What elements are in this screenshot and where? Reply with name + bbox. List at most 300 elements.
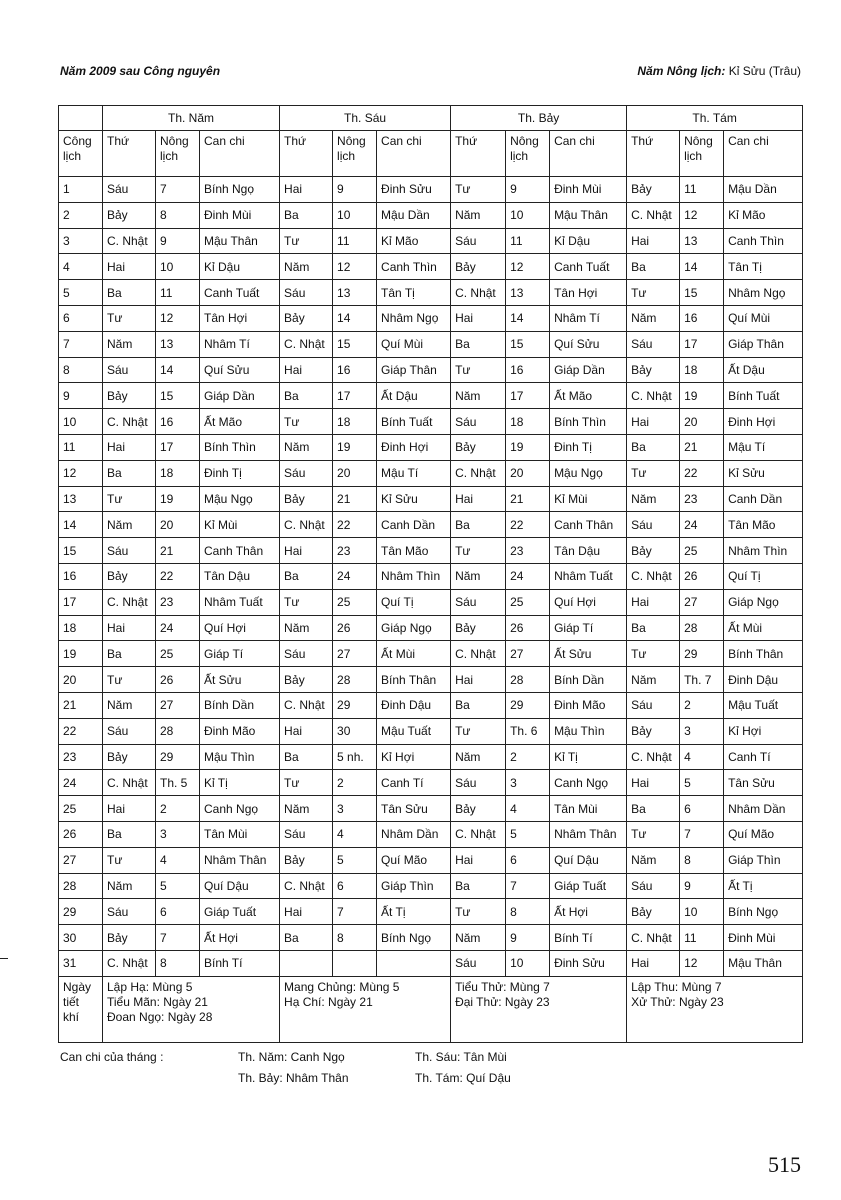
canchi-cell: Giáp Thân [724,331,803,357]
weekday-cell: Tư [280,228,333,254]
lunar-cell: 20 [333,460,377,486]
canchi-cell: Giáp Dần [200,383,280,409]
weekday-cell: Sáu [280,641,333,667]
canchi-cell: Bính Thìn [200,434,280,460]
tietkhi-entry: Đại Thử: Ngày 23 [455,994,550,1009]
lunar-cell: 27 [156,692,200,718]
lunar-cell: 15 [680,280,724,306]
weekday-cell: Năm [103,512,156,538]
weekday-cell: Bảy [103,744,156,770]
weekday-cell: Tư [280,770,333,796]
canchi-cell: Kỉ Hợi [724,718,803,744]
weekday-cell: Năm [451,202,506,228]
canchi-cell: Canh Thân [550,512,627,538]
canchi-cell: Mậu Thân [550,202,627,228]
lunar-cell: 4 [156,847,200,873]
weekday-cell: Bảy [627,718,680,744]
canchi-cell: Giáp Thìn [377,873,451,899]
lunar-cell: 8 [156,202,200,228]
day-cell: 17 [59,589,103,615]
canchi-cell: Kỉ Mão [377,228,451,254]
canchi-cell: Giáp Tuất [550,873,627,899]
weekday-cell: Sáu [103,718,156,744]
canchi-cell: Canh Tuất [550,254,627,280]
day-cell: 11 [59,434,103,460]
weekday-cell: Sáu [451,950,506,976]
lunar-cell: 24 [680,512,724,538]
lunar-cell: 8 [506,899,550,925]
canchi-cell: Kỉ Sửu [724,460,803,486]
weekday-cell: Năm [103,692,156,718]
lunar-cell: 12 [506,254,550,280]
canchi-cell: Ất Mão [550,383,627,409]
lunar-cell: 4 [333,821,377,847]
table-row [59,847,803,873]
lunar-cell: 8 [680,847,724,873]
canchi-cell: Tân Hợi [550,280,627,306]
lunar-cell: 15 [333,331,377,357]
table-row [59,486,803,512]
header-right-label: Năm Nông lịch: [637,64,726,78]
lunar-cell: 20 [156,512,200,538]
canchi-cell: Canh Ngọ [200,796,280,822]
canchi-cell: Kỉ Mùi [550,486,627,512]
lunar-cell: 5 [506,821,550,847]
canchi-cell: Quí Mão [724,821,803,847]
day-cell: 18 [59,615,103,641]
canchi-cell: Nhâm Thân [550,821,627,847]
canchi-cell: Nhâm Dần [377,821,451,847]
weekday-cell: Sáu [280,821,333,847]
canchi-cell: Giáp Tuất [200,899,280,925]
canchi-cell: Nhâm Dần [724,796,803,822]
lunar-cell: Th. 7 [680,667,724,693]
tietkhi-entry: Lập Thu: Mùng 7 [631,979,722,994]
weekday-cell: Sáu [103,538,156,564]
calendar-table [58,105,803,1043]
canchi-cell: Tân Mão [377,538,451,564]
canchi-cell: Tân Mùi [200,821,280,847]
canchi-cell: Đinh Mão [200,718,280,744]
weekday-cell: Năm [451,383,506,409]
table-row [59,305,803,331]
lunar-cell: 7 [680,821,724,847]
table-row [59,821,803,847]
canchi-cell: Canh Thân [200,538,280,564]
canchi-cell: Canh Thìn [724,228,803,254]
weekday-cell: Năm [103,331,156,357]
canchi-cell: Giáp Thân [377,357,451,383]
lunar-cell: 5 [333,847,377,873]
lunar-cell: 27 [333,641,377,667]
canchi-cell: Tân Tị [724,254,803,280]
weekday-cell: Sáu [451,589,506,615]
tietkhi-entry: Hạ Chí: Ngày 21 [284,994,373,1009]
weekday-cell: Tư [627,280,680,306]
canchi-cell: Tân Mão [724,512,803,538]
lunar-cell: 27 [506,641,550,667]
day-cell: 2 [59,202,103,228]
weekday-cell: Tư [103,667,156,693]
day-cell: 4 [59,254,103,280]
col-cong-lich: Công lịch [59,131,103,177]
lunar-cell: 17 [156,434,200,460]
tietkhi-month-6 [280,976,451,1042]
weekday-cell: Năm [280,434,333,460]
weekday-cell: Sáu [451,228,506,254]
lunar-cell: 6 [156,899,200,925]
col-can-chi: Can chi [550,131,627,177]
lunar-cell: 18 [680,357,724,383]
lunar-cell: 22 [506,512,550,538]
table-row [59,434,803,460]
table-row [59,409,803,435]
table-row [59,667,803,693]
canchi-cell: Kỉ Hợi [377,744,451,770]
lunar-cell: 23 [680,486,724,512]
lunar-cell: 6 [333,873,377,899]
lunar-cell: 3 [333,796,377,822]
canchi-cell: Quí Mùi [724,305,803,331]
weekday-cell: Sáu [451,770,506,796]
lunar-cell: 24 [156,615,200,641]
col-nong-lich: Nông lịch [506,131,550,177]
weekday-cell: C. Nhật [280,873,333,899]
table-row [59,177,803,203]
canchi-cell: Nhâm Tuất [550,563,627,589]
table-row [59,383,803,409]
canchi-cell: Đinh Mùi [200,202,280,228]
weekday-cell: Ba [280,563,333,589]
weekday-cell: C. Nhật [627,202,680,228]
lunar-cell: 28 [156,718,200,744]
weekday-cell: C. Nhật [627,744,680,770]
canchi-cell: Bính Tuất [377,409,451,435]
weekday-cell: C. Nhật [627,925,680,951]
lunar-cell: 8 [156,950,200,976]
canchi-cell: Giáp Ngọ [724,589,803,615]
weekday-cell: Sáu [103,177,156,203]
tietkhi-entry: Tiểu Mãn: Ngày 21 [107,994,208,1009]
canchi-cell: Mậu Tuất [377,718,451,744]
canchi-cell: Đinh Hợi [724,409,803,435]
lunar-cell: 11 [333,228,377,254]
header-left: Năm 2009 sau Công nguyên [60,64,221,78]
canchi-cell: Ất Dậu [377,383,451,409]
canchi-cell: Ất Sửu [200,667,280,693]
canchi-cell: Quí Tị [377,589,451,615]
lunar-cell: 22 [333,512,377,538]
lunar-cell: 8 [333,925,377,951]
canchi-cell: Ất Dậu [724,357,803,383]
canchi-cell: Ất Mùi [377,641,451,667]
lunar-cell: 18 [156,460,200,486]
tietkhi-entry: Lập Hạ: Mùng 5 [107,979,193,994]
weekday-cell: Sáu [280,280,333,306]
lunar-cell: 3 [156,821,200,847]
weekday-cell: Năm [451,744,506,770]
lunar-cell: 14 [506,305,550,331]
lunar-cell: 13 [333,280,377,306]
lunar-cell: 21 [680,434,724,460]
weekday-cell: Hai [627,228,680,254]
calendar-body [59,177,803,977]
month-header: Th. Tám [627,106,803,131]
lunar-cell: 17 [333,383,377,409]
day-cell: 21 [59,692,103,718]
canchi-cell: Tân Sửu [724,770,803,796]
canchi-cell: Mậu Tuất [724,692,803,718]
weekday-cell: Hai [451,667,506,693]
canchi-cell: Đinh Tị [200,460,280,486]
weekday-cell: Tư [280,409,333,435]
lunar-cell: 12 [680,202,724,228]
canchi-cell: Đinh Mão [550,692,627,718]
weekday-cell: Bảy [280,305,333,331]
weekday-cell: Năm [627,486,680,512]
lunar-cell: 13 [680,228,724,254]
weekday-cell: Bảy [103,383,156,409]
col-nong-lich: Nông lịch [156,131,200,177]
lunar-cell: 21 [333,486,377,512]
canchi-cell: Đinh Sửu [377,177,451,203]
weekday-cell: Hai [627,589,680,615]
weekday-cell: C. Nhật [451,821,506,847]
canchi-month-6: Th. Sáu: Tân Mùi [415,1050,507,1064]
canchi-cell: Nhâm Tí [200,331,280,357]
canchi-cell: Đinh Mùi [550,177,627,203]
col-can-chi: Can chi [200,131,280,177]
canchi-cell: Canh Tuất [200,280,280,306]
table-row [59,538,803,564]
lunar-cell: 25 [680,538,724,564]
weekday-cell: Hai [451,847,506,873]
weekday-cell: Sáu [627,512,680,538]
canchi-cell: Mậu Thân [724,950,803,976]
canchi-cell: Nhâm Ngọ [377,305,451,331]
lunar-cell: 10 [506,950,550,976]
day-cell: 19 [59,641,103,667]
canchi-cell: Nhâm Thìn [724,538,803,564]
weekday-cell: Ba [627,796,680,822]
weekday-cell: Bảy [280,486,333,512]
lunar-cell: 14 [156,357,200,383]
weekday-cell [280,950,333,976]
canchi-cell: Đinh Sửu [550,950,627,976]
day-cell: 30 [59,925,103,951]
weekday-cell: Bảy [280,667,333,693]
weekday-cell: C. Nhật [103,770,156,796]
tietkhi-entry: Mang Chủng: Mùng 5 [284,979,400,994]
canchi-cell: Tân Sửu [377,796,451,822]
table-row [59,718,803,744]
lunar-cell: 12 [156,305,200,331]
canchi-cell: Quí Hợi [550,589,627,615]
table-row [59,744,803,770]
corner-cell [59,106,103,131]
canchi-cell: Kỉ Mão [724,202,803,228]
canchi-cell: Kỉ Sửu [377,486,451,512]
lunar-cell: 12 [333,254,377,280]
day-cell: 8 [59,357,103,383]
canchi-cell: Nhâm Thìn [377,563,451,589]
weekday-cell: Bảy [451,254,506,280]
canchi-cell: Bính Thìn [550,409,627,435]
lunar-cell: 2 [680,692,724,718]
weekday-cell: Sáu [451,409,506,435]
canchi-month-5: Th. Năm: Canh Ngọ [238,1050,345,1064]
lunar-cell: Th. 6 [506,718,550,744]
weekday-cell: Sáu [627,331,680,357]
weekday-cell: Tư [103,305,156,331]
weekday-cell: Hai [103,615,156,641]
weekday-cell: Sáu [627,692,680,718]
weekday-cell: Ba [627,615,680,641]
lunar-cell: 11 [156,280,200,306]
lunar-cell: 5 nh. [333,744,377,770]
weekday-cell: Năm [451,563,506,589]
weekday-cell: Ba [627,254,680,280]
canchi-cell: Bính Thân [377,667,451,693]
canchi-cell: Nhâm Thân [200,847,280,873]
table-row [59,692,803,718]
canchi-cell: Bính Dần [550,667,627,693]
weekday-cell: Hai [103,254,156,280]
lunar-cell: 16 [506,357,550,383]
lunar-cell: 4 [680,744,724,770]
weekday-cell: Hai [280,718,333,744]
tietkhi-entry: Tiểu Thử: Mùng 7 [455,979,550,994]
canchi-cell: Canh Tí [724,744,803,770]
lunar-cell: 24 [506,563,550,589]
canchi-cell: Giáp Thìn [724,847,803,873]
canchi-cell: Mậu Thân [200,228,280,254]
day-cell: 29 [59,899,103,925]
canchi-cell: Quí Dậu [200,873,280,899]
day-cell: 24 [59,770,103,796]
weekday-cell: Năm [280,615,333,641]
weekday-cell: Tư [451,177,506,203]
table-row [59,796,803,822]
lunar-cell: 28 [333,667,377,693]
weekday-cell: Bảy [451,434,506,460]
col-nong-lich: Nông lịch [333,131,377,177]
lunar-cell: 22 [680,460,724,486]
canchi-cell: Mậu Thìn [200,744,280,770]
lunar-cell: 20 [680,409,724,435]
day-cell: 16 [59,563,103,589]
table-row [59,254,803,280]
table-row [59,641,803,667]
weekday-cell: C. Nhật [280,331,333,357]
canchi-cell: Canh Ngọ [550,770,627,796]
canchi-cell: Giáp Ngọ [377,615,451,641]
tietkhi-month-7 [451,976,627,1042]
col-thu: Thứ [451,131,506,177]
weekday-cell: Tư [103,847,156,873]
canchi-cell: Canh Tí [377,770,451,796]
lunar-cell: 7 [156,925,200,951]
weekday-cell: Ba [627,434,680,460]
lunar-cell: 15 [506,331,550,357]
weekday-cell: Bảy [280,847,333,873]
lunar-cell: 26 [333,615,377,641]
lunar-cell: 18 [506,409,550,435]
page-number: 515 [768,1152,801,1177]
lunar-cell: 16 [680,305,724,331]
table-row [59,615,803,641]
weekday-cell: C. Nhật [103,228,156,254]
weekday-cell: Tư [451,718,506,744]
tietkhi-month-5 [103,976,280,1042]
lunar-cell: 23 [506,538,550,564]
weekday-cell: Bảy [627,177,680,203]
table-row [59,280,803,306]
weekday-cell: Ba [103,641,156,667]
day-cell: 25 [59,796,103,822]
lunar-cell: 25 [333,589,377,615]
weekday-cell: Ba [451,331,506,357]
table-row [59,512,803,538]
lunar-cell: 5 [680,770,724,796]
canchi-cell: Giáp Tí [550,615,627,641]
col-can-chi: Can chi [377,131,451,177]
canchi-cell: Bính Thân [724,641,803,667]
lunar-cell: 11 [680,177,724,203]
canchi-cell: Mậu Ngọ [200,486,280,512]
tietkhi-entry: Xử Thử: Ngày 23 [631,994,724,1009]
weekday-cell: C. Nhật [280,692,333,718]
lunar-cell: 25 [156,641,200,667]
canchi-cell: Quí Sửu [550,331,627,357]
lunar-cell: 2 [333,770,377,796]
lunar-cell: 9 [333,177,377,203]
weekday-cell: Bảy [451,615,506,641]
canchi-cell: Canh Dần [377,512,451,538]
lunar-cell: 10 [506,202,550,228]
canchi-cell: Đinh Mùi [724,925,803,951]
weekday-cell: Hai [103,796,156,822]
canchi-cell: Bính Tí [550,925,627,951]
lunar-cell: 21 [506,486,550,512]
canchi-cell: Nhâm Tuất [200,589,280,615]
weekday-cell: Năm [627,847,680,873]
canchi-cell: Bính Ngọ [724,899,803,925]
canchi-cell: Quí Mão [377,847,451,873]
weekday-cell: C. Nhật [627,383,680,409]
lunar-cell: 5 [156,873,200,899]
canchi-cell: Canh Dần [724,486,803,512]
canchi-cell: Ất Tị [377,899,451,925]
weekday-cell: Tư [627,821,680,847]
lunar-cell: 23 [333,538,377,564]
weekday-cell: Hai [280,357,333,383]
day-cell: 12 [59,460,103,486]
col-thu: Thứ [103,131,156,177]
weekday-cell: Bảy [103,563,156,589]
table-row [59,202,803,228]
canchi-cell: Mậu Dần [724,177,803,203]
lunar-cell: 19 [680,383,724,409]
canchi-cell: Mậu Tí [377,460,451,486]
table-row [59,925,803,951]
day-cell: 13 [59,486,103,512]
day-cell: 3 [59,228,103,254]
lunar-cell: 15 [156,383,200,409]
weekday-cell: Hai [280,899,333,925]
canchi-cell: Ất Tị [724,873,803,899]
lunar-cell: 3 [506,770,550,796]
